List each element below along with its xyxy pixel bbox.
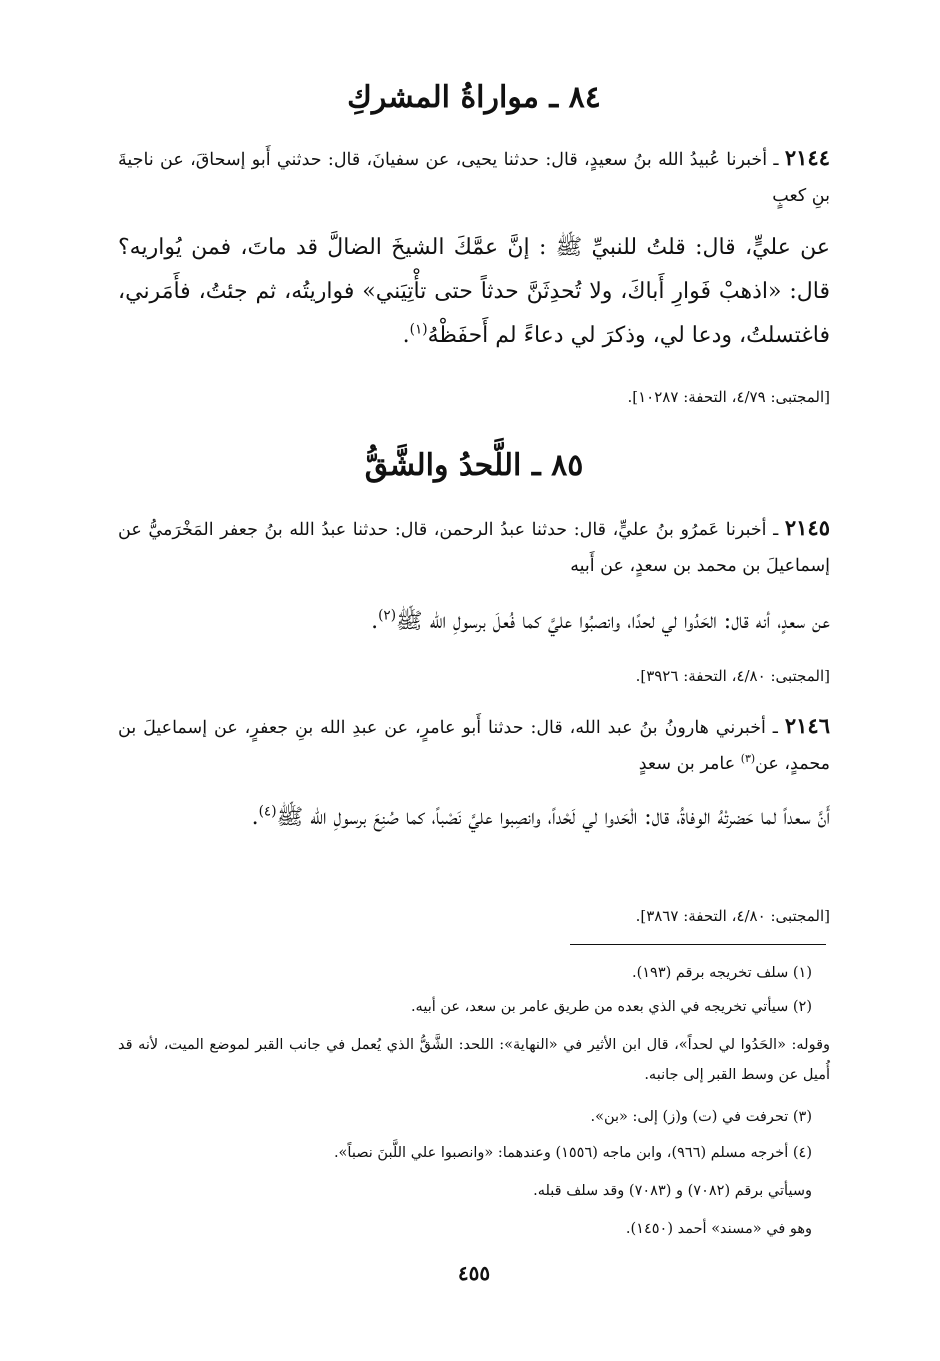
hadith-2146-reference: [المجتبى: ٤/٨٠، التحفة: ٣٨٦٧]. bbox=[635, 907, 830, 925]
hadith-number: ٢١٤٤ bbox=[784, 145, 830, 170]
matn-text: أَنَّ سعداً لما حَضرتْهُ الوفاةُ، قال: الْحَدوا لي لَحْداً، وانصِبوا عليَّ نَصْباً، كما صُنِعَ برسولِ الله ﷺ bbox=[276, 805, 830, 830]
footnote-1: (١) سلف تخريجه برقم (١٩٣). bbox=[631, 965, 812, 981]
footnote-4-line-3: وهو في «مسند» أحمد (١٤٥٠). bbox=[625, 1221, 812, 1237]
hadith-2144-matn: عن عليٍّ، قال: قلتُ للنبيِّ ﷺ : إنَّ عمَّكَ الشيخَ الضالَّ قد ماتَ، فمن يُواريه؟ قال: «اذهبْ فَوارِ أَباكَ، ولا تُحدِثَنَّ حدثاً حتى تأْتِيَني» فواريتُه، ثم جئتُ، فأَمَرني، فاغتسلتُ، ودعا لي، وذكرَ لي دعاءً لم أَحفَظْهُ$^{(١)}$. bbox=[118, 235, 830, 348]
hadith-2146-matn: أَنَّ سعداً لما حَضرتْهُ الوفاةُ، قال: الْحَدوا لي لَحْداً، وانصِبوا عليَّ نَصْباً، كما صُنِعَ برسولِ الله ﷺ$^{(٤)}$. bbox=[251, 803, 830, 830]
isnad-text: ـ أخبرنا عُبيدُ الله بنُ سعيدٍ، قال: حدثنا يحيى، عن سفيانَ، قال: حدثني أَبو إسحاقَ، عن ناجيةَ بنِ كعبٍ bbox=[118, 150, 830, 206]
isnad-text: ـ أخبرنا عَمرُو بنُ عليٍّ، قال: حدثنا عبدُ الرحمن، قال: حدثنا عبدُ الله بنُ جعفر المَخْرَميُّ عن إسماعيلَ بن محمد بن سعدٍ، عن أَبيه bbox=[118, 520, 830, 576]
footnote-marker[interactable]: (١) bbox=[409, 321, 428, 338]
chapter-heading-85: ٨٥ ـ اللَّحدُ والشَّقُّ bbox=[364, 448, 584, 483]
matn-text: عن سعدٍ، أنه قال: الحَدُوا لي لحدًا، وانصبُوا عليَّ كما فُعلَ برسولِ الله ﷺ bbox=[396, 609, 830, 634]
hadith-2145-reference: [المجتبى: ٤/٨٠، التحفة: ٣٩٢٦]. bbox=[635, 667, 830, 685]
footnote-4: (٤) أخرجه مسلم (٩٦٦)، وابن ماجه (١٥٥٦) وعندهما: «وانصبوا علي اللَّبنَ نصباً». bbox=[333, 1145, 812, 1161]
footnote-4-line-2: وسيأتي برقم (٧٠٨٢) و (٧٠٨٣) وقد سلف قبله. bbox=[533, 1183, 812, 1199]
hadith-2145-isnad bbox=[118, 510, 830, 584]
matn-text: عن عليٍّ، قال: قلتُ للنبيِّ ﷺ : إنَّ عمَّكَ الشيخَ الضالَّ قد ماتَ، فمن يُواريه؟ قال: «اذهبْ فَوارِ أَباكَ، ولا تُحدِثَنَّ حدثاً حتى تأْتِيَني» فواريتُه، ثم جئتُ، فأَمَرني، فاغتسلتُ، ودعا لي، وذكرَ لي دعاءً لم أَحفَظْهُ bbox=[118, 235, 830, 348]
hadith-2144-reference: [المجتبى: ٤/٧٩، التحفة: ١٠٢٨٧]. bbox=[627, 388, 830, 406]
footnote-marker[interactable]: (٣) bbox=[740, 752, 756, 766]
footnote-divider bbox=[570, 944, 826, 945]
hadith-2144-isnad bbox=[118, 140, 830, 214]
footnote-marker[interactable]: (٢) bbox=[378, 607, 397, 624]
footnote-2: (٢) سيأتي تخريجه في الذي بعده من طريق عامر بن سعد، عن أبيه. bbox=[410, 999, 812, 1015]
hadith-2145-matn: عن سعدٍ، أنه قال: الحَدُوا لي لحدًا، وانصبُوا عليَّ كما فُعلَ برسولِ الله ﷺ$^{(٢)}$. bbox=[371, 607, 830, 634]
isnad-text: ـ أخبرني هارونُ بنُ عبد الله، قال: حدثنا أَبو عامرٍ، عن عبدِ الله بنِ جعفرٍ، عن إسماعيلَ بن محمدٍ، عن bbox=[118, 718, 830, 774]
hadith-number: ٢١٤٦ bbox=[784, 713, 830, 738]
isnad-text-end: عامر بن سعدٍ bbox=[638, 754, 736, 774]
hadith-number: ٢١٤٥ bbox=[784, 515, 830, 540]
page-number: ٤٥٥ bbox=[457, 1261, 491, 1285]
hadith-2146-isnad bbox=[118, 708, 830, 782]
chapter-heading-84: ٨٤ ـ مواراةُ المشركِ bbox=[347, 80, 601, 115]
footnote-3: (٣) تحرفت في (ت) و(ز) إلى: «بن». bbox=[590, 1109, 812, 1125]
footnote-marker[interactable]: (٤) bbox=[258, 803, 277, 820]
footnote-2-continued: وقوله: «الحَدُوا لي لحداً»، قال ابن الأثير في «النهاية»: اللحد: الشَّقُّ الذي يُعمل في جانب القبر لموضع الميت، لأنه قد أُميل عن وسط القبر إلى جانبه. bbox=[118, 1037, 830, 1083]
